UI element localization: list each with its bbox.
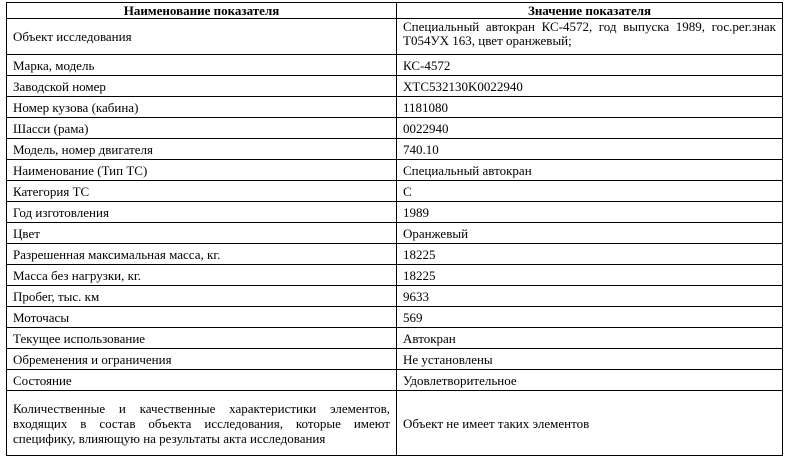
table-row: [7, 286, 783, 307]
table-header-row: [7, 3, 783, 19]
table-row: [7, 97, 783, 118]
row-value: 1181080: [397, 97, 783, 118]
row-value: Объект не имеет таких элементов: [397, 391, 783, 456]
row-label: Количественные и качественные характеристики элементов, входящих в состав объекта исследования, которые имеют специфику, влияющую на результаты акта исследования: [7, 391, 397, 456]
row-label: Моточасы: [7, 307, 397, 328]
row-value: 18225: [397, 244, 783, 265]
header-indicator-value: Значение показателя: [397, 3, 783, 19]
table-row: [7, 139, 783, 160]
row-label: Цвет: [7, 223, 397, 244]
row-label: Объект исследования: [7, 19, 397, 55]
row-label: Модель, номер двигателя: [7, 139, 397, 160]
row-value: Не установлены: [397, 349, 783, 370]
row-label: Текущее использование: [7, 328, 397, 349]
table-row: [7, 202, 783, 223]
row-value: Автокран: [397, 328, 783, 349]
row-value: 569: [397, 307, 783, 328]
row-label: Пробег, тыс. км: [7, 286, 397, 307]
table-row: [7, 391, 783, 456]
table-row: [7, 265, 783, 286]
row-value: 0022940: [397, 118, 783, 139]
table-row: [7, 160, 783, 181]
table-row: [7, 328, 783, 349]
table-row: [7, 19, 783, 55]
row-value: 9633: [397, 286, 783, 307]
row-value: 1989: [397, 202, 783, 223]
row-label: Состояние: [7, 370, 397, 391]
row-value: 18225: [397, 265, 783, 286]
row-label: Категория ТС: [7, 181, 397, 202]
row-label: Масса без нагрузки, кг.: [7, 265, 397, 286]
table-row: [7, 76, 783, 97]
row-label: Номер кузова (кабина): [7, 97, 397, 118]
row-value: Оранжевый: [397, 223, 783, 244]
row-label: Марка, модель: [7, 55, 397, 76]
table-row: [7, 244, 783, 265]
row-value: Специальный автокран: [397, 160, 783, 181]
row-label: Разрешенная максимальная масса, кг.: [7, 244, 397, 265]
row-label: Шасси (рама): [7, 118, 397, 139]
row-label: Заводской номер: [7, 76, 397, 97]
table-row: [7, 370, 783, 391]
table-row: [7, 118, 783, 139]
header-indicator-name: Наименование показателя: [7, 3, 397, 19]
row-value: 740.10: [397, 139, 783, 160]
table-row: [7, 349, 783, 370]
table-row: [7, 223, 783, 244]
row-label: Обременения и ограничения: [7, 349, 397, 370]
row-value: Специальный автокран КС-4572, год выпуска 1989, гос.рег.знак Т054УХ 163, цвет оранжевый;: [397, 19, 783, 55]
table-row: [7, 55, 783, 76]
row-value: С: [397, 181, 783, 202]
row-value: XTC532130K0022940: [397, 76, 783, 97]
row-value: КС-4572: [397, 55, 783, 76]
row-label: Год изготовления: [7, 202, 397, 223]
row-label: Наименование (Тип ТС): [7, 160, 397, 181]
row-value: Удовлетворительное: [397, 370, 783, 391]
table-row: [7, 181, 783, 202]
vehicle-spec-table: [6, 2, 783, 456]
table-row: [7, 307, 783, 328]
